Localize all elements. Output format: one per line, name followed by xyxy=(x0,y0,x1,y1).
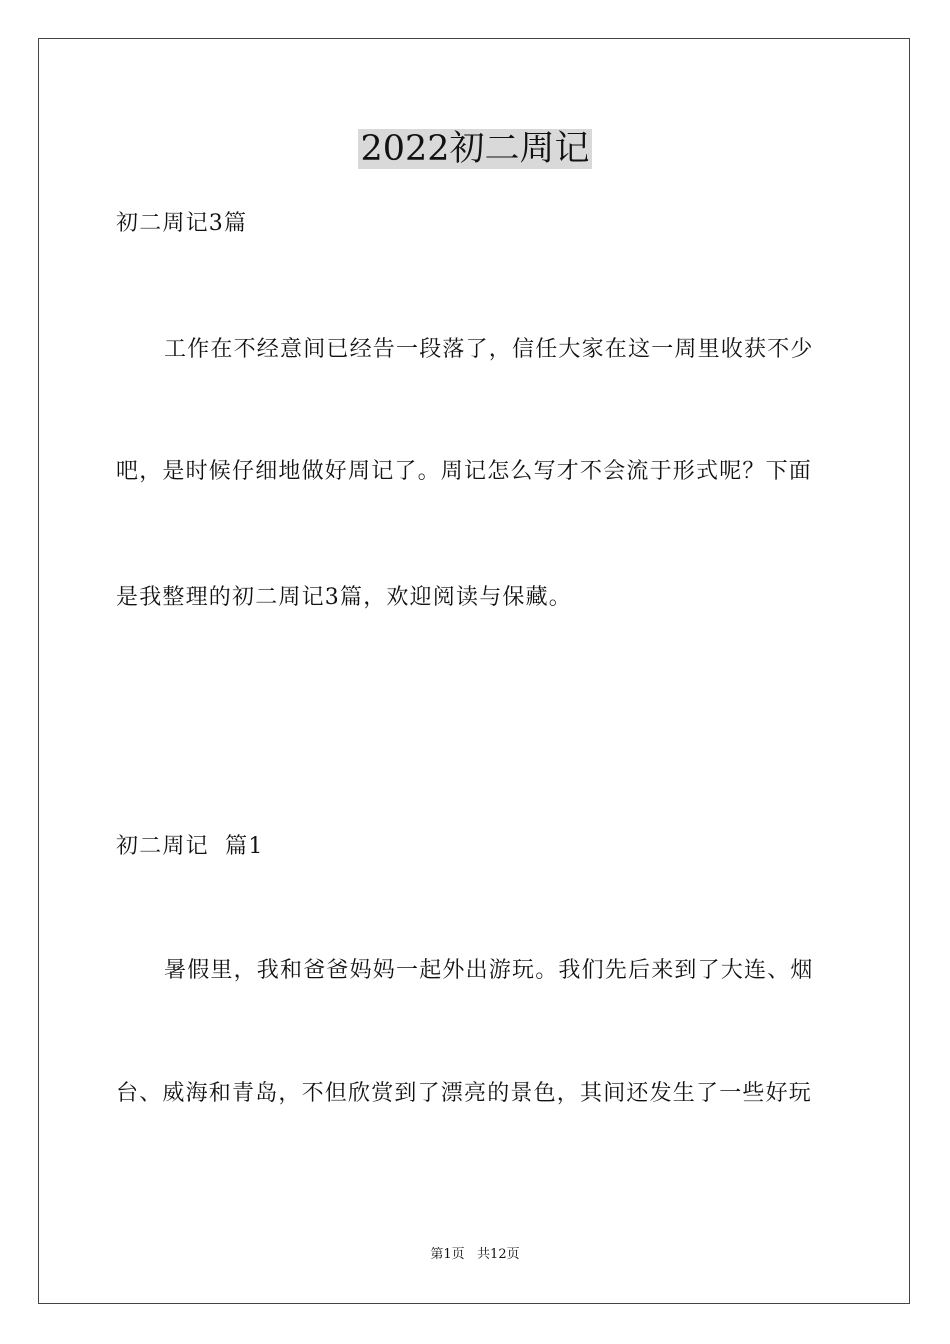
section-heading: 初二周记 篇1 xyxy=(116,834,264,859)
intro-line-1: 工作在不经意间已经告一段落了，信任大家在这一周里收获不少 xyxy=(164,337,814,362)
document-title-text: 2022初二周记 xyxy=(360,129,590,169)
body-line-1: 暑假里，我和爸爸妈妈一起外出游玩。我们先后来到了大连、烟 xyxy=(164,958,814,983)
intro-line-2: 吧，是时候仔细地做好周记了。周记怎么写才不会流于形式呢？下面 xyxy=(116,459,813,484)
body-line-2: 台、威海和青岛，不但欣赏到了漂亮的景色，其间还发生了一些好玩 xyxy=(116,1081,813,1106)
intro-line-3: 是我整理的初二周记3篇，欢迎阅读与保藏。 xyxy=(116,585,572,610)
page-footer: 第1页 共12页 xyxy=(430,1247,520,1262)
document-title xyxy=(0,124,950,174)
document-subtitle: 初二周记3篇 xyxy=(116,211,248,236)
